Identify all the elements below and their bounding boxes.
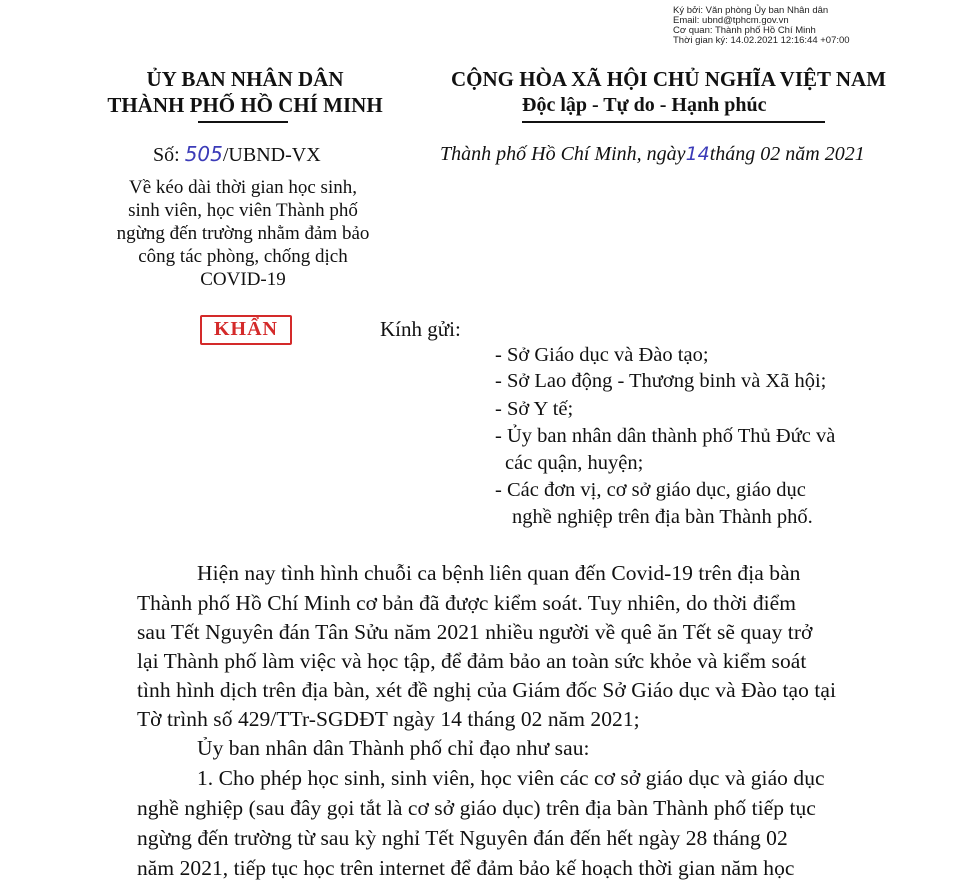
- body-line: Thành phố Hồ Chí Minh cơ bản đã được kiểm soát. Tuy nhiên, do thời điểm: [137, 591, 797, 615]
- signature-signer: Ký bởi: Văn phòng Ủy ban Nhân dân: [673, 5, 829, 16]
- document-number: [153, 142, 321, 167]
- subject-line: công tác phòng, chống dịch: [138, 246, 348, 267]
- recipient-item: - Sở Y tế;: [495, 398, 574, 420]
- body-line: ngừng đến trường từ sau kỳ nghỉ Tết Nguyên đán đến hết ngày 28 tháng 02: [137, 826, 788, 850]
- motto-underline: [522, 121, 825, 123]
- recipient-item: các quận, huyện;: [505, 452, 644, 474]
- body-line: Hiện nay tình hình chuỗi ca bệnh liên quan đến Covid-19 trên địa bàn: [197, 561, 801, 585]
- body-line: nghề nghiệp (sau đây gọi tắt là cơ sở giáo dục) trên địa bàn Thành phố tiếp tục: [137, 796, 816, 820]
- body-line: năm 2021, tiếp tục học trên internet để đảm bảo kế hoạch thời gian năm học: [137, 856, 795, 880]
- org-name-line1: ỦY BAN NHÂN DÂN: [146, 67, 344, 91]
- document-subject: [98, 176, 388, 291]
- org-name-line2: THÀNH PHỐ HỒ CHÍ MINH: [107, 93, 383, 117]
- recipient-item: nghề nghiệp trên địa bàn Thành phố.: [512, 506, 813, 528]
- doc-number-handwritten: 505: [184, 142, 223, 166]
- body-line: tình hình dịch trên địa bàn, xét đề nghị của Giám đốc Sở Giáo dục và Đào tạo tại: [137, 678, 837, 702]
- day-handwritten: 14: [685, 143, 710, 165]
- national-motto: Độc lập - Tự do - Hạnh phúc: [522, 94, 767, 116]
- place-prefix: Thành phố Hồ Chí Minh, ngày: [440, 143, 686, 165]
- subject-line: sinh viên, học viên Thành phố: [128, 200, 358, 221]
- signature-time: Thời gian ký: 14.02.2021 12:16:44 +07:00: [673, 35, 850, 46]
- recipient-item: - Sở Lao động - Thương binh và Xã hội;: [495, 370, 827, 392]
- subject-line: COVID-19: [200, 269, 286, 290]
- body-line: lại Thành phố làm việc và học tập, để đảm bảo an toàn sức khỏe và kiểm soát: [137, 649, 807, 673]
- recipient-item: - Các đơn vị, cơ sở giáo dục, giáo dục: [495, 479, 806, 501]
- org-underline: [198, 121, 288, 123]
- doc-number-suffix: /UBND-VX: [222, 144, 321, 166]
- place-suffix: tháng 02 năm 2021: [709, 143, 865, 165]
- recipient-item: - Ủy ban nhân dân thành phố Thủ Đức và: [495, 425, 836, 447]
- body-line: Ủy ban nhân dân Thành phố chỉ đạo như sau:: [197, 736, 590, 760]
- place-and-date: [440, 143, 865, 166]
- recipients-greeting: Kính gửi:: [380, 317, 461, 341]
- nation-title: CỘNG HÒA XÃ HỘI CHỦ NGHĨA VIỆT NAM: [451, 67, 887, 91]
- digital-signature-info: [673, 6, 850, 46]
- body-line: 1. Cho phép học sinh, sinh viên, học viên các cơ sở giáo dục và giáo dục: [197, 766, 825, 790]
- urgent-stamp: KHẨN: [200, 315, 292, 345]
- subject-line: Về kéo dài thời gian học sinh,: [129, 177, 357, 198]
- signature-agency: Cơ quan: Thành phố Hồ Chí Minh: [673, 25, 816, 36]
- subject-line: ngừng đến trường nhằm đảm bảo: [116, 223, 370, 244]
- recipient-item: - Sở Giáo dục và Đào tạo;: [495, 344, 709, 366]
- body-line: Tờ trình số 429/TTr-SGDĐT ngày 14 tháng 02 năm 2021;: [137, 707, 640, 731]
- doc-number-prefix: Số:: [153, 144, 180, 166]
- body-line: sau Tết Nguyên đán Tân Sửu năm 2021 nhiều người về quê ăn Tết sẽ quay trở: [137, 620, 813, 644]
- signature-email: Email: ubnd@tphcm.gov.vn: [673, 15, 789, 26]
